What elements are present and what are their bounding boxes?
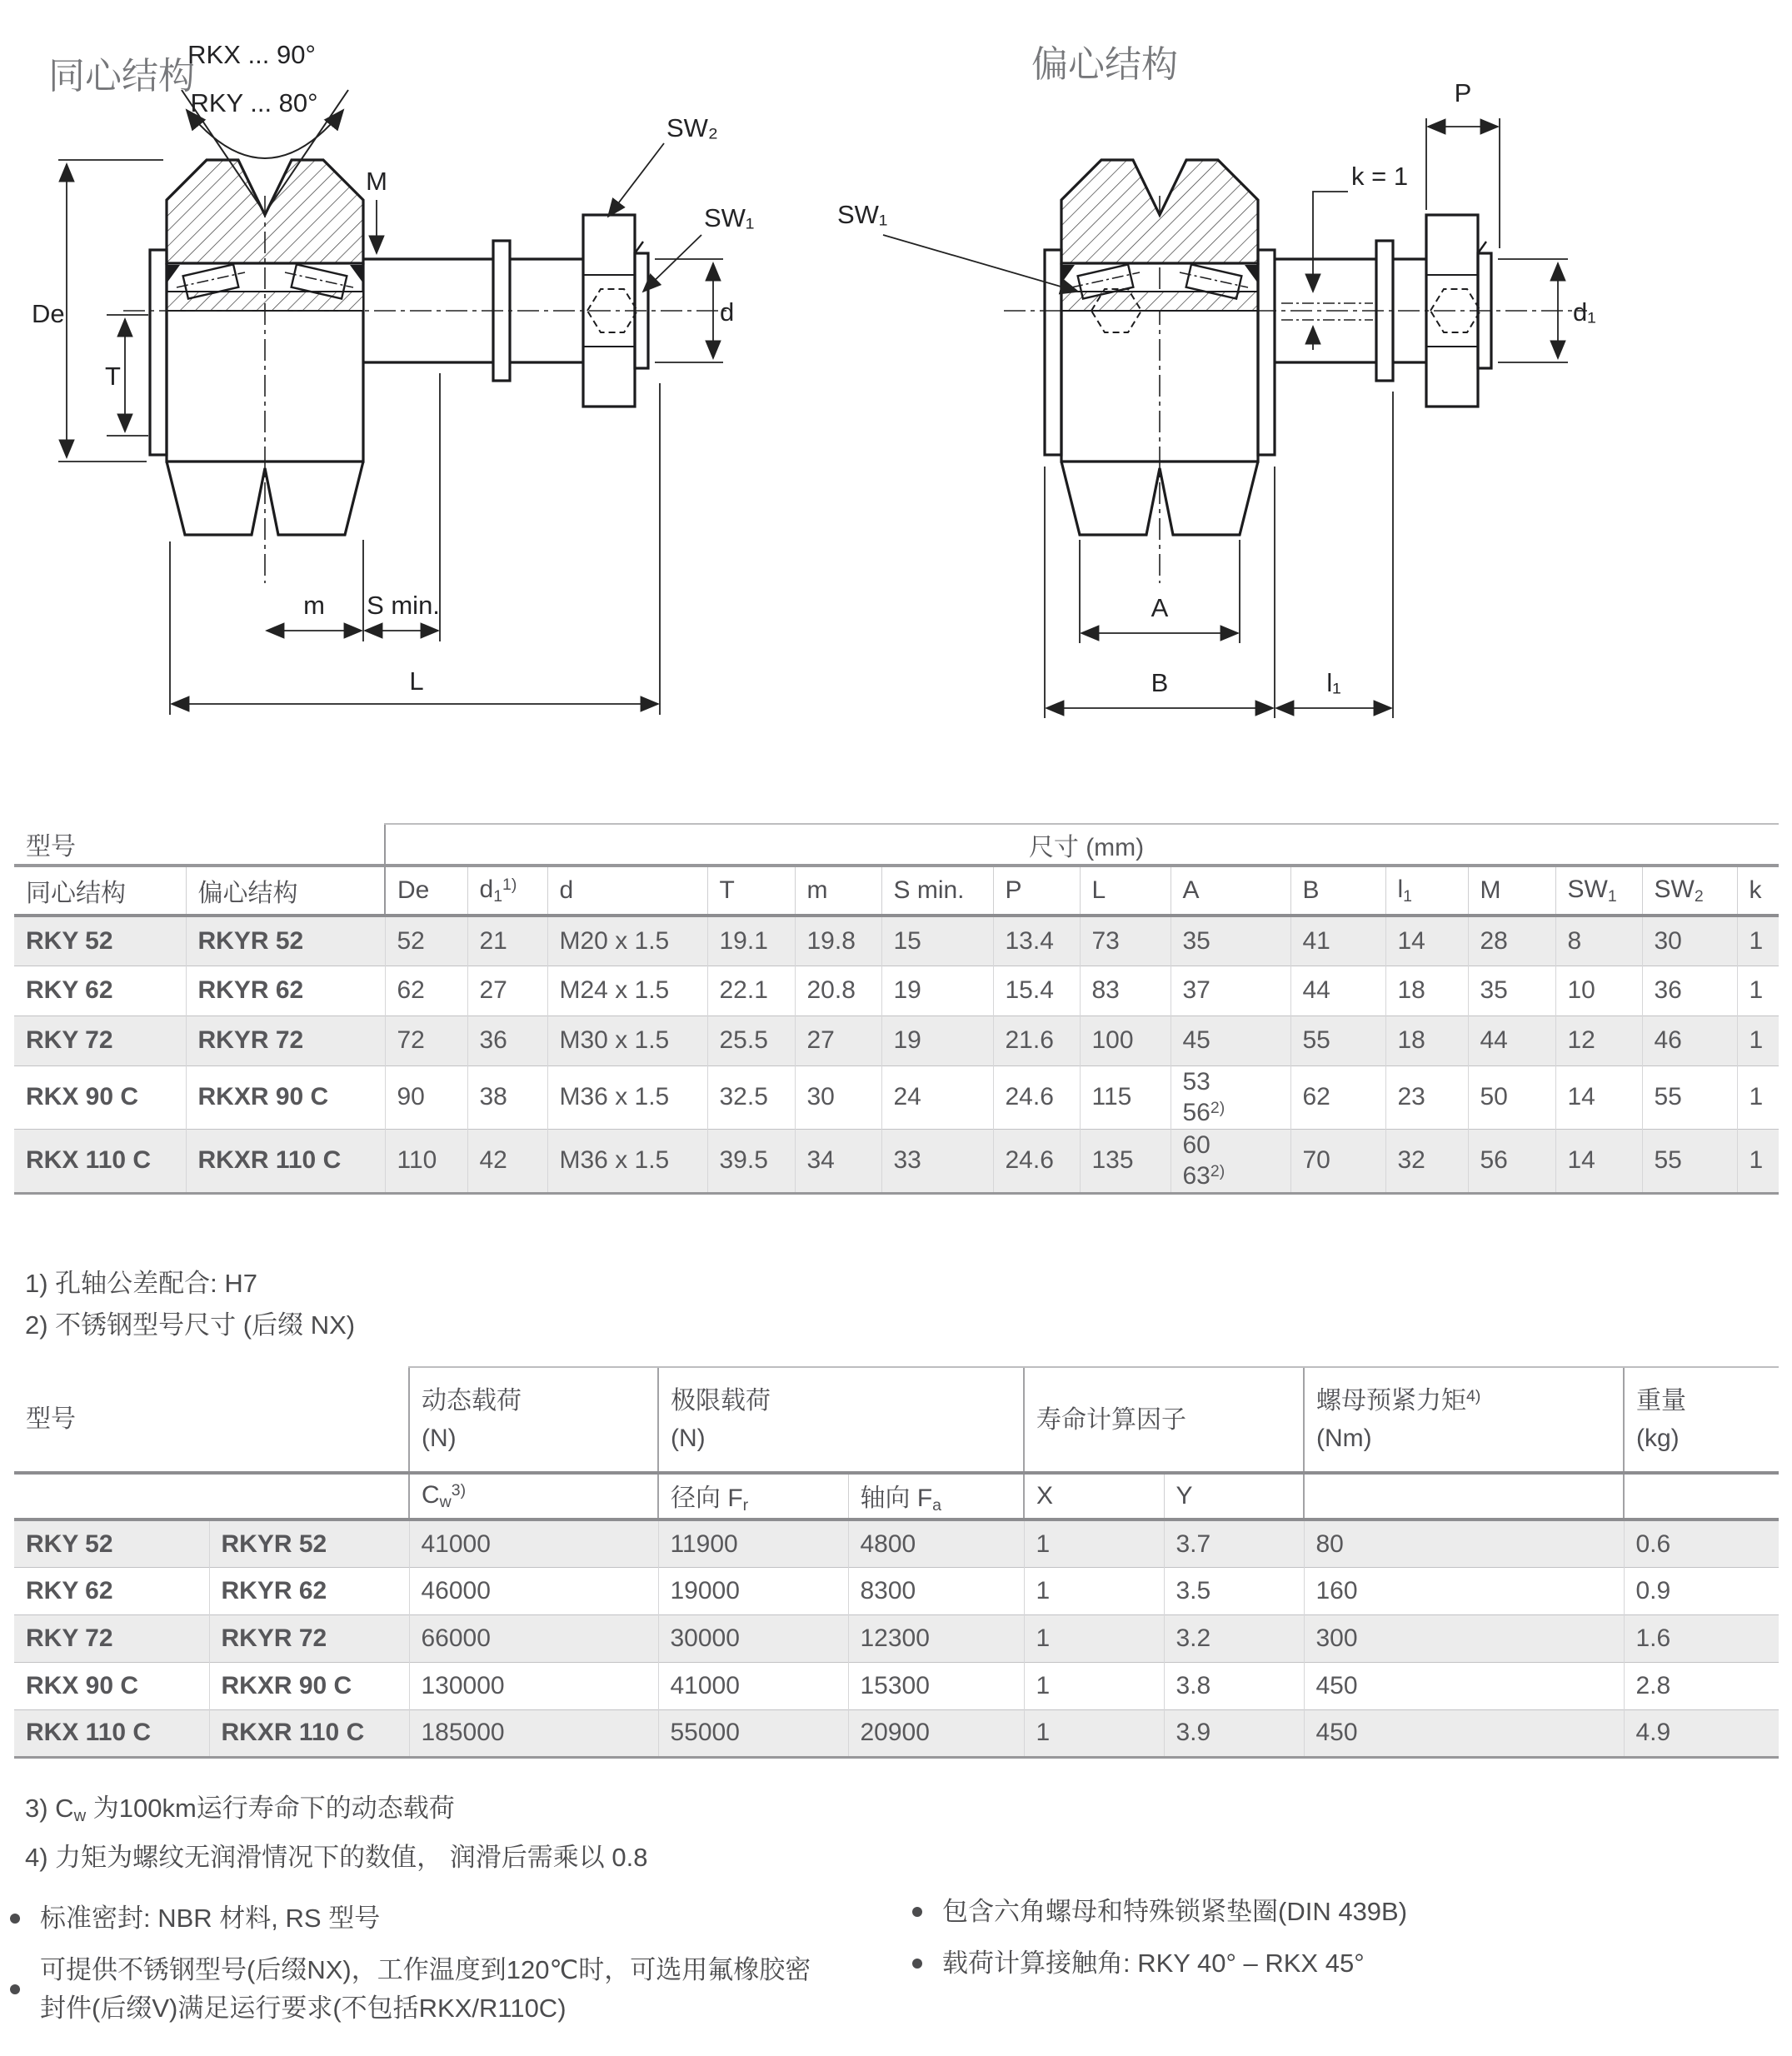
table-cell: 19000 xyxy=(658,1567,848,1614)
table-cell: 3.7 xyxy=(1164,1520,1304,1567)
table-cell: 115 xyxy=(1080,1065,1171,1129)
table2-sub-header-row xyxy=(14,1473,1779,1520)
table2-body xyxy=(14,1520,1779,1757)
column-header: De xyxy=(385,866,467,916)
table-cell: 185000 xyxy=(409,1709,658,1757)
table-cell: 18 xyxy=(1385,966,1468,1016)
table-cell: 20.8 xyxy=(795,966,881,1016)
table-cell: RKYR 62 xyxy=(186,966,385,1016)
load-table xyxy=(14,1366,1779,1759)
table-cell: 90 xyxy=(385,1065,467,1129)
table-row xyxy=(14,966,1779,1016)
column-header: $SW_2$ xyxy=(1642,866,1737,916)
table-cell: 1 xyxy=(1024,1567,1164,1614)
table-row xyxy=(14,1567,1779,1614)
table-cell: 24 xyxy=(881,1065,993,1129)
table-cell: 24.6 xyxy=(993,1129,1080,1193)
footnote: 2) 不锈钢型号尺寸 (后缀 NX) xyxy=(25,1310,356,1340)
table-cell: 32.5 xyxy=(707,1065,795,1129)
dim-label-t: T xyxy=(105,362,121,391)
table-cell: 160 xyxy=(1304,1567,1624,1614)
table-cell: 19.8 xyxy=(795,916,881,966)
table-cell: 66000 xyxy=(409,1614,658,1662)
column-header: 同心结构 xyxy=(14,866,186,916)
dim-label-d: d xyxy=(720,297,735,327)
list-item xyxy=(912,1944,1762,1983)
side-plate-left xyxy=(1045,250,1061,455)
table-cell: 27 xyxy=(795,1016,881,1065)
table-cell: 4.9 xyxy=(1624,1709,1779,1757)
table-cell: 0.9 xyxy=(1624,1567,1779,1614)
table-cell: RKX 110 C xyxy=(14,1129,186,1193)
column-header: T xyxy=(707,866,795,916)
table-row xyxy=(14,1016,1779,1065)
table-cell: 30000 xyxy=(658,1614,848,1662)
table-cell: 39.5 xyxy=(707,1129,795,1193)
table-cell: 41 xyxy=(1290,916,1385,966)
bullet-icon xyxy=(912,1907,922,1917)
table-cell: RKY 72 xyxy=(14,1016,186,1065)
dim-label-k: k = 1 xyxy=(1351,162,1409,191)
dim-label-l1: l₁ xyxy=(1326,668,1341,697)
table-cell: RKYR 52 xyxy=(186,916,385,966)
column-header: M xyxy=(1468,866,1555,916)
table-cell: 10 xyxy=(1555,966,1642,1016)
table-cell: 14 xyxy=(1385,916,1468,966)
table-cell: 1.6 xyxy=(1624,1614,1779,1662)
table-cell: 38 xyxy=(467,1065,547,1129)
dim-label-a: A xyxy=(1151,593,1169,622)
table-cell: 20900 xyxy=(848,1709,1024,1757)
table-cell: 300 xyxy=(1304,1614,1624,1662)
table2-model-group-header: 型号 xyxy=(14,1367,409,1473)
column-header: P xyxy=(993,866,1080,916)
table-cell: 53 56$^{2)}$ xyxy=(1171,1065,1290,1129)
side-plate xyxy=(150,250,167,455)
table-cell: 15300 xyxy=(848,1662,1024,1709)
table-cell: 1 xyxy=(1024,1614,1164,1662)
note-text: 载荷计算接触角: RKY 40° – RKX 45° xyxy=(942,1949,1365,1978)
table1-dims-group-header: 尺寸 (mm) xyxy=(385,824,1779,866)
table-cell: RKY 62 xyxy=(14,966,186,1016)
list-item xyxy=(10,1951,835,2028)
table-cell: 19.1 xyxy=(707,916,795,966)
column-header: $d_1^{1)}$ xyxy=(467,866,547,916)
column-header: L xyxy=(1080,866,1171,916)
table-cell: RKX 90 C xyxy=(14,1065,186,1129)
table-cell: 73 xyxy=(1080,916,1171,966)
table-cell: 55 xyxy=(1290,1016,1385,1065)
angle-label-rky: RKY ... 80° xyxy=(190,88,318,117)
table-cell: 1 xyxy=(1737,916,1779,966)
seal-right xyxy=(350,265,363,283)
table-cell: 45 xyxy=(1171,1016,1290,1065)
table2-group-header-row xyxy=(14,1367,1779,1473)
table-cell: 23 xyxy=(1385,1065,1468,1129)
table-cell: 25.5 xyxy=(707,1016,795,1065)
table-cell: RKYR 72 xyxy=(209,1614,409,1662)
table-cell: 37 xyxy=(1171,966,1290,1016)
footnote: 3) $C_w$ 为100km运行寿命下的动态载荷 xyxy=(25,1794,455,1826)
table-cell: M36 x 1.5 xyxy=(547,1129,707,1193)
dim-label-sw2: SW₂ xyxy=(666,113,718,142)
table-cell: 1 xyxy=(1737,1129,1779,1193)
column-header: A xyxy=(1171,866,1290,916)
table-cell: 1 xyxy=(1024,1520,1164,1567)
table-cell: 15.4 xyxy=(993,966,1080,1016)
table-cell: M24 x 1.5 xyxy=(547,966,707,1016)
sub-header-empty xyxy=(1624,1473,1779,1520)
table-cell: 4800 xyxy=(848,1520,1024,1567)
table-cell: 130000 xyxy=(409,1662,658,1709)
table-cell: 44 xyxy=(1290,966,1385,1016)
table-cell: 1 xyxy=(1737,966,1779,1016)
table-cell: 450 xyxy=(1304,1709,1624,1757)
table-cell: 60 63$^{2)}$ xyxy=(1171,1129,1290,1193)
table-row xyxy=(14,1614,1779,1662)
table-cell: 1 xyxy=(1024,1662,1164,1709)
table-cell: RKYR 52 xyxy=(209,1520,409,1567)
seal-left xyxy=(167,265,180,283)
dim-label-sw1-left: SW₁ xyxy=(704,203,755,232)
sub-header-fr: 径向 $F_r$ xyxy=(658,1473,848,1520)
table-cell: 41000 xyxy=(658,1662,848,1709)
table-cell: 41000 xyxy=(409,1520,658,1567)
table-cell: 35 xyxy=(1468,966,1555,1016)
table-cell: 27 xyxy=(467,966,547,1016)
table-cell: 50 xyxy=(1468,1065,1555,1129)
table-cell: 55 xyxy=(1642,1065,1737,1129)
table2-life-factor-header: 寿命计算因子 xyxy=(1024,1367,1304,1473)
table-cell: 14 xyxy=(1555,1065,1642,1129)
table-cell: 55000 xyxy=(658,1709,848,1757)
table-cell: 44 xyxy=(1468,1016,1555,1065)
table-cell: 12300 xyxy=(848,1614,1024,1662)
notes-left-column xyxy=(10,1899,835,2041)
table-cell: 36 xyxy=(1642,966,1737,1016)
sub-header-empty xyxy=(14,1473,409,1520)
table-cell: 8 xyxy=(1555,916,1642,966)
dim-label-p: P xyxy=(1454,78,1472,107)
table-cell: 1 xyxy=(1024,1709,1164,1757)
table-cell: RKY 62 xyxy=(14,1567,209,1614)
column-header: $SW_1$ xyxy=(1555,866,1642,916)
table-cell: 34 xyxy=(795,1129,881,1193)
table-cell: 18 xyxy=(1385,1016,1468,1065)
table-cell: 62 xyxy=(385,966,467,1016)
table-cell: 21 xyxy=(467,916,547,966)
table-cell: 80 xyxy=(1304,1520,1624,1567)
bullet-icon xyxy=(10,1914,20,1924)
table-cell: RKXR 110 C xyxy=(186,1129,385,1193)
table-cell: 21.6 xyxy=(993,1016,1080,1065)
table-cell: 72 xyxy=(385,1016,467,1065)
table-cell: 36 xyxy=(467,1016,547,1065)
table-cell: 46000 xyxy=(409,1567,658,1614)
table-cell: 52 xyxy=(385,916,467,966)
column-header: S min. xyxy=(881,866,993,916)
table2-footnotes xyxy=(25,1788,648,1879)
column-header: 偏心结构 xyxy=(186,866,385,916)
column-header: m xyxy=(795,866,881,916)
right-drawing-title: 偏心结构 xyxy=(1031,44,1178,85)
sub-header-cw: $C_w^{3)}$ xyxy=(409,1473,658,1520)
table-cell: 135 xyxy=(1080,1129,1171,1193)
dim-label-l: L xyxy=(409,666,424,696)
table-cell: 33 xyxy=(881,1129,993,1193)
table-cell: 62 xyxy=(1290,1065,1385,1129)
left-drawing-title: 同心结构 xyxy=(48,56,195,97)
dim-label-m-thread: M xyxy=(366,167,387,196)
note-text: 可提供不锈钢型号(后缀NX)，工作温度到120℃时，可选用氟橡胶密封件(后缀V)满足运行要求(不包括RKX/R110C) xyxy=(40,1955,811,2023)
table-cell: M36 x 1.5 xyxy=(547,1065,707,1129)
table-cell: 83 xyxy=(1080,966,1171,1016)
table-cell: 13.4 xyxy=(993,916,1080,966)
table-cell: RKYR 62 xyxy=(209,1567,409,1614)
table-cell: 3.9 xyxy=(1164,1709,1304,1757)
table-cell: 14 xyxy=(1555,1129,1642,1193)
column-header: $l_1$ xyxy=(1385,866,1468,916)
table-cell: 30 xyxy=(795,1065,881,1129)
table-cell: RKX 90 C xyxy=(14,1662,209,1709)
dim-label-d1: d₁ xyxy=(1573,297,1596,327)
column-header: k xyxy=(1737,866,1779,916)
column-header: B xyxy=(1290,866,1385,916)
table-cell: 56 xyxy=(1468,1129,1555,1193)
table-cell: 8300 xyxy=(848,1567,1024,1614)
seal-left xyxy=(1061,265,1075,283)
table-cell: 450 xyxy=(1304,1662,1624,1709)
table-cell: 2.8 xyxy=(1624,1662,1779,1709)
dim-label-s-min: S min. xyxy=(367,591,440,620)
table1-footnotes xyxy=(25,1263,355,1346)
table-cell: 12 xyxy=(1555,1016,1642,1065)
table-row xyxy=(14,1065,1779,1129)
table-cell: 42 xyxy=(467,1129,547,1193)
table-cell: RKX 110 C xyxy=(14,1709,209,1757)
table-cell: RKY 72 xyxy=(14,1614,209,1662)
angle-label-rkx: RKX ... 90° xyxy=(187,40,316,69)
table1-model-group-header: 型号 xyxy=(14,824,385,866)
table-cell: 35 xyxy=(1171,916,1290,966)
table-cell: M20 x 1.5 xyxy=(547,916,707,966)
table-cell: 28 xyxy=(1468,916,1555,966)
column-header: d xyxy=(547,866,707,916)
note-text: 包含六角螺母和特殊锁紧垫圈(DIN 439B) xyxy=(942,1897,1408,1926)
table-cell: 24.6 xyxy=(993,1065,1080,1129)
table-cell: 32 xyxy=(1385,1129,1468,1193)
table-cell: 3.2 xyxy=(1164,1614,1304,1662)
table-cell: 55 xyxy=(1642,1129,1737,1193)
table-cell: RKY 52 xyxy=(26,1530,113,1558)
table2-dynamic-load-header: 动态载荷 (N) xyxy=(409,1367,658,1473)
sub-header-x: X xyxy=(1024,1473,1164,1520)
dim-label-sw1-right: SW₁ xyxy=(837,200,888,229)
dim-label-m: m xyxy=(303,591,325,620)
table-row xyxy=(14,916,1779,966)
notes-right-column xyxy=(912,1893,1762,1996)
table-cell: 3.8 xyxy=(1164,1662,1304,1709)
table2-torque-header: 螺母预紧力矩$^{4)}$ (Nm) xyxy=(1304,1367,1624,1473)
table-cell: 3.5 xyxy=(1164,1567,1304,1614)
table-cell: 15 xyxy=(881,916,993,966)
sub-header-y: Y xyxy=(1164,1473,1304,1520)
table-cell: 30 xyxy=(1642,916,1737,966)
dim-label-de: De xyxy=(32,299,65,328)
left-drawing xyxy=(150,160,648,535)
left-dimensions xyxy=(58,143,723,715)
table-cell: RKXR 90 C xyxy=(186,1065,385,1129)
table1-group-header-row xyxy=(14,824,1779,866)
table-cell: RKY 52 xyxy=(26,927,113,955)
table2-limit-load-header: 极限载荷 (N) xyxy=(658,1367,1024,1473)
table-cell: 1 xyxy=(1737,1016,1779,1065)
table-cell: 46 xyxy=(1642,1016,1737,1065)
inner-ring-section xyxy=(1061,292,1258,311)
footnote: 4) 力矩为螺纹无润滑情况下的数值， 润滑后需乘以 0.8 xyxy=(25,1843,648,1873)
table-cell: 19 xyxy=(881,966,993,1016)
table-cell: 1 xyxy=(1737,1065,1779,1129)
table-cell: 11900 xyxy=(658,1520,848,1567)
table-cell: 22.1 xyxy=(707,966,795,1016)
table1-column-header-row xyxy=(14,866,1779,916)
table-cell: 100 xyxy=(1080,1016,1171,1065)
dimensions-table xyxy=(14,823,1779,1195)
technical-drawings xyxy=(0,0,1792,800)
table-row xyxy=(14,1129,1779,1193)
table-row xyxy=(14,1662,1779,1709)
table-row xyxy=(14,1520,1779,1567)
table-row xyxy=(14,1709,1779,1757)
right-drawing xyxy=(1045,160,1491,535)
table-cell: 70 xyxy=(1290,1129,1385,1193)
table-cell: 0.6 xyxy=(1624,1520,1779,1567)
table1-body xyxy=(14,916,1779,1193)
table-cell: RKYR 72 xyxy=(186,1016,385,1065)
seal-right xyxy=(1245,265,1258,283)
sub-header-empty xyxy=(1304,1473,1624,1520)
side-plate-right xyxy=(1258,250,1275,455)
table-cell: RKXR 110 C xyxy=(209,1709,409,1757)
list-item xyxy=(10,1899,835,1938)
table-cell: M30 x 1.5 xyxy=(547,1016,707,1065)
bullet-icon xyxy=(912,1959,922,1969)
dim-label-b: B xyxy=(1151,668,1169,697)
table-cell: 19 xyxy=(881,1016,993,1065)
note-text: 标准密封: NBR 材料, RS 型号 xyxy=(40,1904,381,1933)
list-item xyxy=(912,1893,1762,1931)
footnote: 1) 孔轴公差配合: H7 xyxy=(25,1269,258,1298)
bullet-icon xyxy=(10,1984,20,1994)
table-cell: RKXR 90 C xyxy=(209,1662,409,1709)
sub-header-fa: 轴向 $F_a$ xyxy=(848,1473,1024,1520)
table2-weight-header: 重量 (kg) xyxy=(1624,1367,1779,1473)
table-cell: 110 xyxy=(385,1129,467,1193)
